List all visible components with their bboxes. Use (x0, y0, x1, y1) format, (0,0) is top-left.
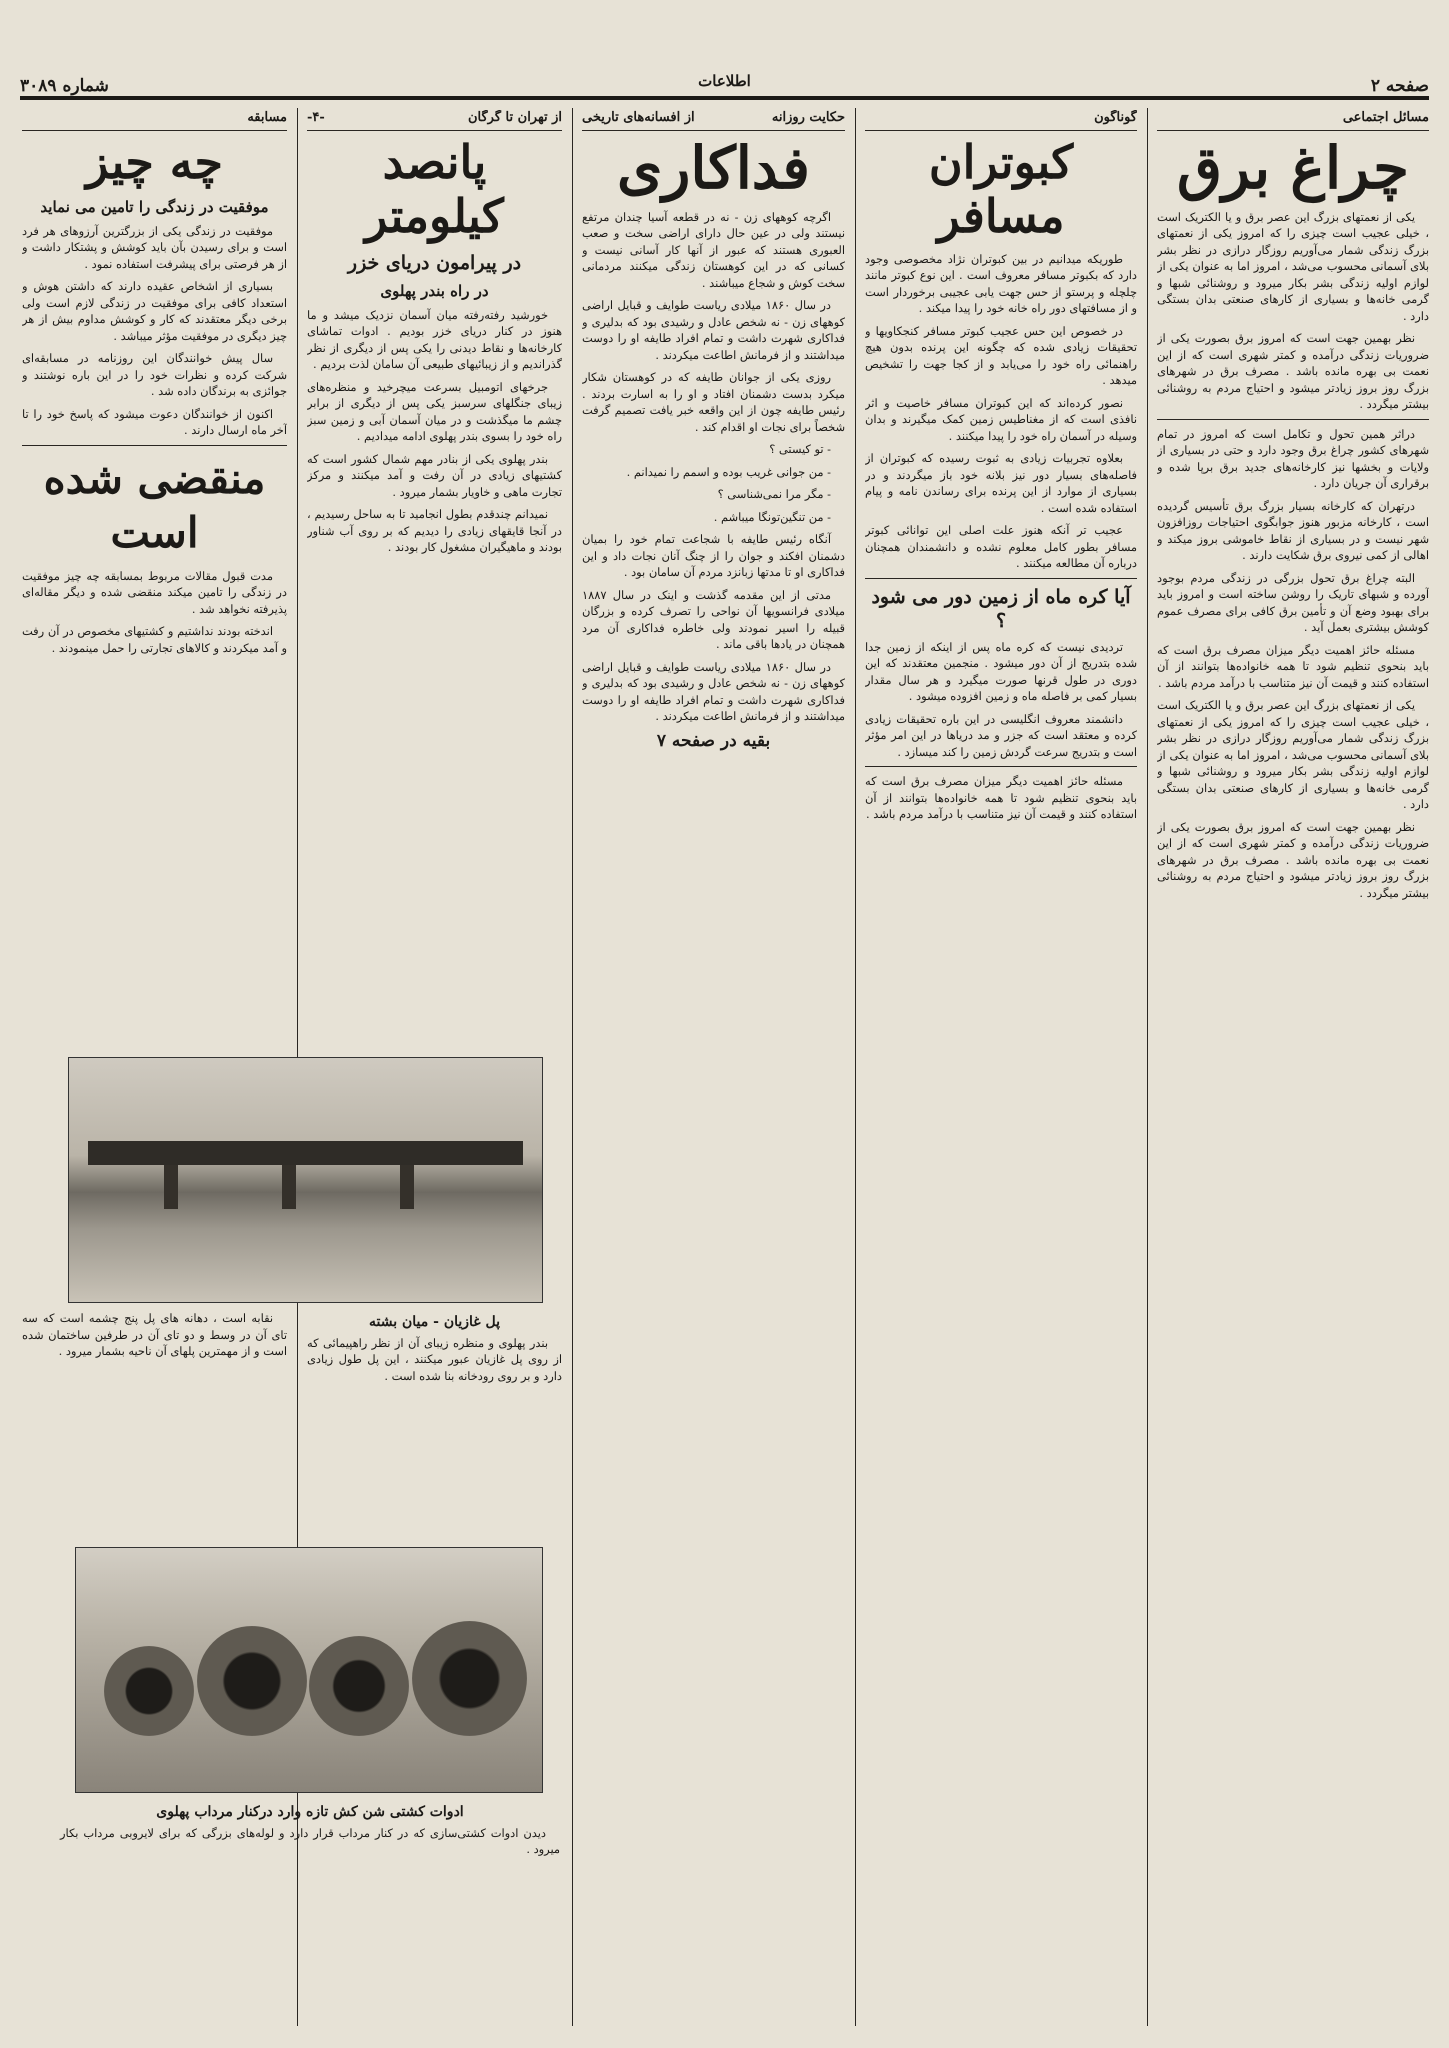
article-paragraph: عجیب تر آنکه هنوز علت اصلی این توانائی کبوتر مسافر بطور کامل معلوم نشده و دانشمندان همچنان درباره آن مطالعه میکنند . (865, 523, 1137, 570)
article-paragraph: یکی از نعمتهای بزرگ این عصر برق و یا الکتریک است ، خیلی عجیب است چیزی را که امروز یکی از نعمتهای بزرگ زندگی شمار می‌آوریم روزگار درازی در نظر بشر بلای آسمانی محسوب می‌شد ، امروز اما به عنوان یکی از لوازم اولیه زندگی بشر بکار میرود و روشنائی شبها و گرمی خانه‌ها و بسیاری از کارهای صنعتی بدان بستگی دارد . (1157, 209, 1429, 323)
dredger-caption-title: ادوات کشتی شن کش تازه وارد درکنار مرداب پهلوی (156, 1804, 464, 1820)
article-paragraph: مدت قبول مقالات مربوط بمسابقه چه چیز موفقیت در زندگی را تامین میکند منقضی شده و دیگر مقاله‌ای پذیرفته نخواهد شد . (22, 568, 287, 616)
article-paragraph: نمیدانم چندقدم بطول انجامید تا به ساحل رسیدیم ، در آنجا قایقهای زیادی را دیدیم که بر روی آب شناور بودند و ماهیگیران مشغول کار بودند . (307, 507, 562, 554)
headline-moon: آیا کره ماه از زمین دور می شود ؟ (871, 585, 1131, 632)
dredger-photo (75, 1547, 543, 1793)
article-paragraph: دراثر همین تحول و تکامل است که امروز در تمام شهرهای کشور چراغ برق وجود دارد و حتی در بسیاری از ولایات و بخشها نیز کارخانه‌های جدید برق برپا شده و برقراری آن جریان دارد . (1157, 426, 1429, 490)
article-paragraph: طوریکه میدانیم در بین کبوتران نژاد مخصوصی وجود دارد که بکبوتر مسافر معروف است . این نوع کبوتر مانند چلچله و پرستو از حس جهت یابی عجیبی برخوردار است و از مسافتهای دور راه خانه خود را پیدا میکند . (865, 251, 1137, 315)
headline-500km: پانصد کیلومتر (365, 134, 504, 243)
article-paragraph: در سال ۱۸۶۰ میلادی ریاست طوایف و قبایل اراضی کوههای زن - نه شخص عادل و رشیدی بود که بدلیری و فداکاری شهرت داشت و تمام افراد طایفه او را دوست میداشتند و از فرمانش اطاعت میکردند . (582, 659, 845, 723)
caption-text: بندر پهلوی و منظره زیبای آن از نظر راهپیمائی که از روی پل غازیان عبور میکنند ، این پل طول زیادی دارد و بر روی رودخانه بنا شده است . (307, 1335, 562, 1383)
article-paragraph: بعلاوه تجربیات زیادی به ثبوت رسیده که کبوتران از فاصله‌های بسیار دور نیز بلانه خود باز میگردند و در بسیاری از موارد از این پرنده برای رساندن نامه و پیام استفاده شده است . (865, 451, 1137, 515)
column-pigeons-article (865, 110, 1137, 2026)
article-paragraph: نظر بهمین جهت است که امروز برق بصورت یکی از ضروریات زندگی درآمده و کمتر شهری است که از این نعمت بی بهره مانده باشد . مصرف برق در شهرهای بزرگ روز بروز زیادتر میشود و احتیاج مردم به روشنائی بیشتر میگردد . (1157, 331, 1429, 411)
article-paragraph: مسئله حائز اهمیت دیگر میزان مصرف برق است که باید بنحوی تنظیم شود تا همه خانواده‌ها بتوانند از آن استفاده کنند و قیمت آن نیز متناسب با درآمد مردم باشد . (1157, 642, 1429, 690)
headline-expired: منقضی شده است (43, 453, 266, 557)
article-paragraph: مدتی از این مقدمه گذشت و اینک در سال ۱۸۸۷ میلادی فرانسویها آن نواحی را تصرف کرده و بزرگان قبیله را اسیر نمودند ولی خاطره فداکاری آن مرد همچنان در یادها باقی ماند . (582, 587, 845, 651)
article-paragraph: یکی از نعمتهای بزرگ این عصر برق و یا الکتریک است ، خیلی عجیب است چیزی را که امروز یکی از نعمتهای بزرگ زندگی شمار می‌آوریم روزگار درازی در نظر بشر بلای آسمانی محسوب می‌شد ، امروز اما به عنوان یکی از لوازم اولیه زندگی بشر بکار میرود و روشنائی شبها و گرمی خانه‌ها و بسیاری از کارهای صنعتی بدان بستگی دارد . (1157, 698, 1429, 811)
article-paragraph: سال پیش خوانندگان این روزنامه در مسابقه‌ای شرکت کرده و نظرات خود را در این باره نوشتند و جوائزی به برندگان داده شد . (22, 351, 287, 398)
headline-lamp: چراغ برق (1177, 133, 1409, 202)
kicker-contest: مسابقه (247, 110, 287, 125)
article-paragraph: اگرچه کوههای زن - نه در قطعه آسیا چندان مرتفع نیستند ولی در عین حال دارای اراضی سخت و صعب العبوری هستند که عبور از آنها کار آسانی نیست و کسانی که در این کوهستان زندگی میکنند مردمانی سخت کوش و شجاع میباشند . (582, 209, 845, 290)
subhead-caspian: در پیرامون دریای خزر (347, 251, 522, 274)
masthead (20, 62, 1429, 100)
column-rule (855, 108, 856, 2026)
article-paragraph: نظر بهمین جهت است که امروز برق بصورت یکی از ضروریات زندگی درآمده و کمتر شهری است که از این نعمت بی بهره مانده باشد . مصرف برق در شهرهای بزرگ روز بروز زیادتر میشود و احتیاج مردم به روشنائی بیشتر میگردد . (1157, 819, 1429, 900)
kicker-part-number: -۴- (307, 110, 325, 125)
dialogue-line: - مگر مرا نمی‌شناسی ؟ (717, 487, 831, 501)
dialogue-line: - من تنگین‌تونگا میباشم . (713, 509, 831, 524)
article-paragraph: موفقیت در زندگی یکی از بزرگترین آرزوهای هر فرد است و برای رسیدن بآن باید کوشش و پشتکار داشت و از هر فرصتی برای پیشرفت استفاده نمود . (22, 223, 287, 271)
divider (865, 578, 1137, 579)
article-paragraph: آنگاه رئیس طایفه با شجاعت تمام خود را بمیان دشمنان افکند و جوان را از چنگ آنان نجات داد و این فداکاری او تا مدتها زبانزد مردم آن سامان بود . (582, 532, 845, 579)
kicker-historical: از افسانه‌های تاریخی (582, 110, 695, 125)
column-rule (572, 108, 573, 2026)
column-rule (1147, 108, 1148, 2026)
column-sacrifice-article (582, 110, 845, 2026)
article-paragraph: البته چراغ برق تحول بزرگی در زندگی مردم بوجود آورده و شبهای تاریک را روشن ساخته است و امروز باید برای بهبود وضع آن و تأمین برق کافی برای مصرف عموم کوشش بیشتری بعمل آید . (1157, 570, 1429, 634)
bridge-caption-title: پل غازیان - میان بشته (369, 1314, 500, 1330)
issue-label: شماره ۳۰۸۹ (20, 76, 109, 96)
section-label: مسائل اجتماعی (1342, 110, 1429, 125)
kicker-misc: گوناگون (1094, 110, 1137, 125)
subhead-success: موفقیت در زندگی را تامین می نماید (40, 197, 269, 216)
article-paragraph: خورشید رفته‌رفته میان آسمان نزدیک میشد و ما هنوز در کنار دریای خزر بودیم . ادوات تماشای کارخانه‌ها و نقاط دیدنی را یکی پس از دیگری از نظر گذراندیم و از زیبائیهای طبیعی آن سامان لذت بردیم . (307, 307, 562, 371)
newspaper-name: اطلاعات (698, 72, 751, 90)
article-paragraph: نصور کرده‌اند که این کبوتران مسافر خاصیت و اثر نافذی است که از مغناطیس زمین کمک میگیرند و بدان وسیله در آسمان راه خود را پیدا میکنند . (865, 395, 1137, 443)
divider (865, 766, 1137, 767)
headline-what-thing: چه چیز (86, 134, 223, 189)
caption-text: نقابه است ، دهانه های پل پنج چشمه است که سه تای آن در وسط و دو تای آن در طرفین ساختمان شده است و از مهمترین پلهای آن ناحیه بشمار میرود . (22, 1311, 287, 1358)
article-paragraph: اکنون از خوانندگان دعوت میشود که پاسخ خود را تا آخر ماه ارسال دارند . (22, 406, 287, 437)
divider (22, 445, 287, 446)
article-paragraph: بندر پهلوی یکی از بنادر مهم شمال کشور است که کشتیهای زیادی در آن رفت و آمد میکنند و مرکز تجارت ماهی و خاویار بشمار میرود . (307, 451, 562, 499)
bridge-caption-block (307, 1310, 562, 1390)
continued-note: بقیه در صفحه ۷ (656, 730, 771, 751)
kicker-daily-story: حکایت روزانه (771, 110, 845, 125)
headline-sacrifice: فداکاری (617, 133, 810, 202)
dialogue-line: - تو کیستی ؟ (769, 442, 831, 456)
page-label: صفحه ۲ (1370, 76, 1429, 96)
column-contest (22, 110, 287, 880)
column-lamp-article (1157, 110, 1429, 2026)
headline-pigeons: کبوتران مسافر (928, 134, 1074, 243)
article-paragraph: در خصوص این حس عجیب کبوتر مسافر کنجکاویها و تحقیقات زیادی شده که چگونه این پرنده بدون هیچ راهنمائی راه خود را می‌یابد و از کجا جهت را تشخیص میدهد . (865, 323, 1137, 387)
divider (1157, 419, 1429, 420)
article-paragraph: جرخهای اتومبیل بسرعت میچرخید و منظره‌های زیبای جنگلهای سرسبز یکی پس از دیگری از برابر چشم ما میگذشت و در میان آسمان آبی و زمین سبز راه خود را بسوی بندر پهلوی ادامه میدادیم . (307, 379, 562, 443)
dialogue-line: - من جوانی غریب بوده و اسمم را نمیدانم . (626, 464, 831, 479)
caption-text: دیدن ادوات کشتی‌سازی که در کنار مرداب قرار دارد و لوله‌های بزرگی که برای لایروبی مرداب بکار میرود . (60, 1825, 560, 1856)
article-paragraph: در سال ۱۸۶۰ میلادی ریاست طوایف و قبایل اراضی کوههای زن - نه شخص عادل و رشیدی بود که بدلیری و فداکاری شهرت داشت و تمام افراد طایفه او را دوست میداشتند و از فرمانش اطاعت میکردند . (582, 298, 845, 362)
article-paragraph: بسیاری از اشخاص عقیده دارند که داشتن هوش و استعداد کافی برای موفقیت در زندگی لازم است ولی برخی دیگر معتقدند که کار و کوشش مداوم بیش از هر چیز دیگری در موفقیت مؤثر میباشد . (22, 279, 287, 343)
kicker-tehran-gorgan: از تهران تا گرگان (467, 110, 562, 125)
article-paragraph: دانشمند معروف انگلیسی در این باره تحقیقات زیادی کرده و معتقد است که جزر و مد دریاها در این امر مؤثر است و بتدریج سرعت گردش زمین را کند میسازد . (865, 711, 1137, 759)
dredger-caption-block (60, 1800, 560, 1864)
article-paragraph: مسئله حائز اهمیت دیگر میزان مصرف برق است که باید بنحوی تنظیم شود تا همه خانواده‌ها بتوانند از آن استفاده کنند و قیمت آن نیز متناسب با درآمد مردم باشد . (865, 774, 1137, 821)
bridge-caption-block-2 (22, 1310, 287, 1366)
article-paragraph: اندخته بودند نداشتیم و کشتیهای مخصوص در آن رفت و آمد میکردند و کالاهای تجارتی را حمل مینمودند . (22, 624, 287, 655)
subhead-bandar-pahlavi: در راه بندر پهلوی (380, 281, 489, 300)
article-paragraph: درتهران که کارخانه بسیار بزرگ برق تأسیس گردیده است ، کارخانه مزبور هنوز جوابگوی احتیاجات روزافزون شهر نیست و در بسیاری از نقاط خاموشی بروز میکند و اهالی از کمی نیروی برق شکایت دارند . (1157, 498, 1429, 562)
bridge-photo (68, 1057, 543, 1303)
article-paragraph: تردیدی نیست که کره ماه پس از اینکه از زمین جدا شده بتدریج از آن دور میشود . منجمین معتقدند که این دوری در طول قرنها صورت میگیرد و هر سال مقدار بسیار کمی بر فاصله ماه و زمین افزوده میشود . (865, 639, 1137, 703)
article-paragraph: روزی یکی از جوانان طایفه که در کوهستان شکار میکرد بدست دشمنان افتاد و او را به اسارت بردند . رئیس طایفه چون از این واقعه خبر یافت تصمیم گرفت شخصاً برای نجات او اقدام کند . (582, 370, 845, 434)
